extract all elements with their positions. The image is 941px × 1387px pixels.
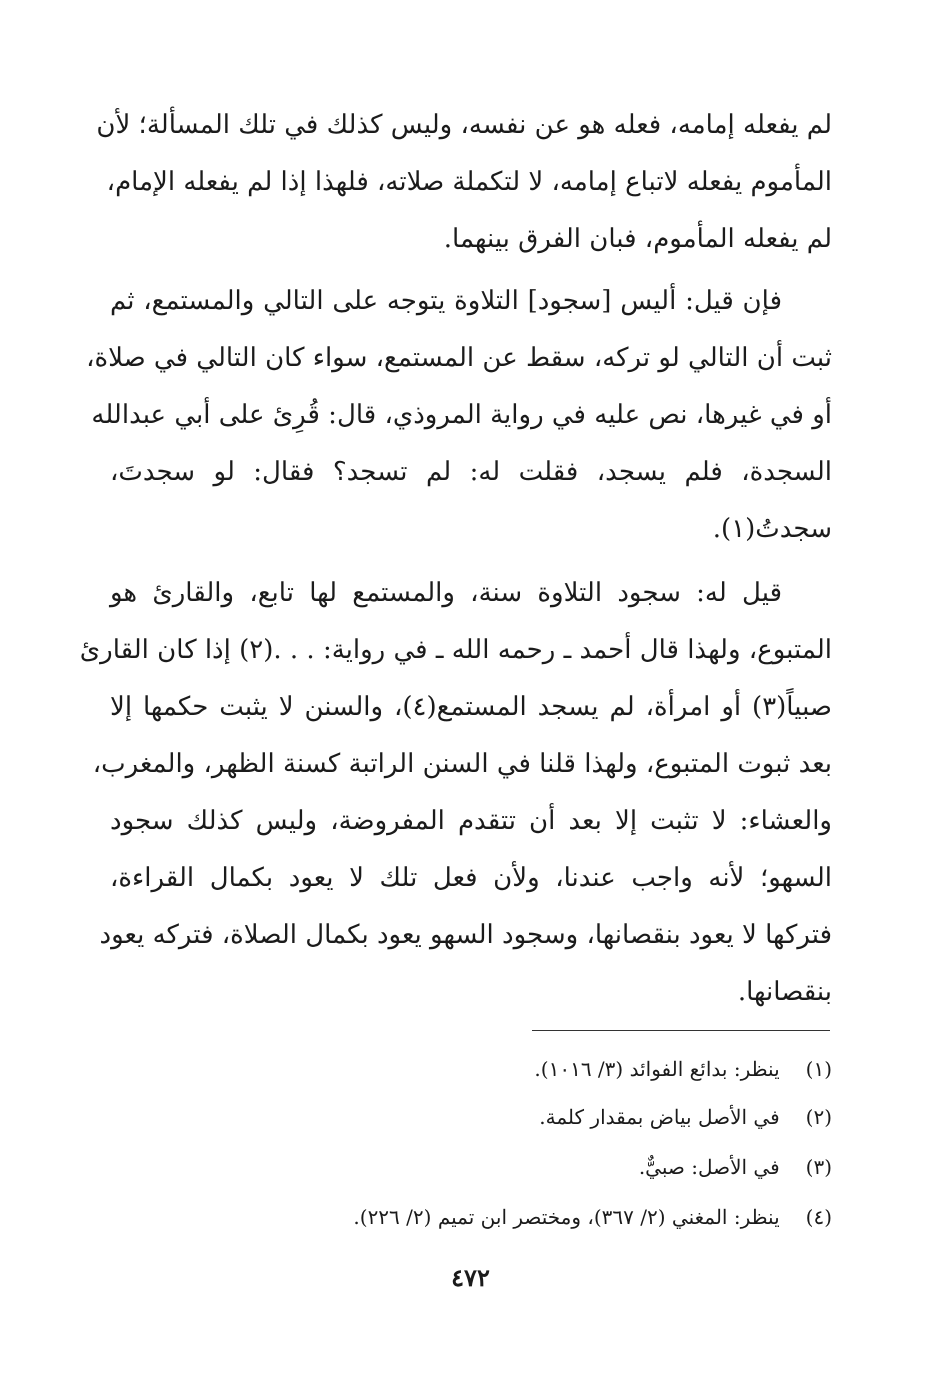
footnote	[110, 1200, 832, 1234]
text-line: المتبوع، ولهذا قال أحمد ـ رحمه الله ـ في رواية: . . .(٢) إذا كان القارئ	[79, 635, 832, 665]
text-line: بعد ثبوت المتبوع، ولهذا قلنا في السنن الراتبة كسنة الظهر، والمغرب،	[92, 749, 832, 779]
footnote-number: (١)	[805, 1057, 832, 1081]
text-line: ثبت أن التالي لو تركه، سقط عن المستمع، سواء كان التالي في صلاة،	[86, 343, 832, 373]
text-line: صبياً(٣) أو امرأة، لم يسجد المستمع(٤)، والسنن لا يثبت حكمها إلا	[110, 692, 832, 722]
footnote	[110, 1052, 832, 1086]
text-line: فإن قيل: أليس [سجود] التلاوة يتوجه على التالي والمستمع، ثم	[110, 286, 782, 316]
text-line: السجدة، فلم يسجد، فقلت له: لم تسجد؟ فقال: لو سجدتَ،	[110, 457, 832, 487]
footnote-text: ينظر: بدائع الفوائد (٣/ ١٠١٦).	[534, 1057, 780, 1081]
footnote	[110, 1150, 832, 1184]
text-line: المأموم يفعله لاتباع إمامه، لا لتكملة صلاته، فلهذا إذا لم يفعله الإمام،	[106, 167, 832, 197]
text-line: أو في غيرها، نص عليه في رواية المروذي، قال: قُرِئ على أبي عبدالله	[91, 400, 832, 430]
page-number: ٤٧٢	[451, 1263, 490, 1292]
text-line: بنقصانها.	[737, 977, 832, 1007]
footnote-text: في الأصل: صبيٌّ.	[638, 1155, 780, 1179]
footnote-number: (٣)	[805, 1155, 832, 1179]
text-line: قيل له: سجود التلاوة سنة، والمستمع لها تابع، والقارئ هو	[110, 578, 782, 608]
footnote	[110, 1100, 832, 1134]
footnote-text: في الأصل بياض بمقدار كلمة.	[539, 1105, 780, 1129]
footnote-divider	[532, 1030, 830, 1031]
text-line: والعشاء: لا تثبت إلا بعد أن تتقدم المفروضة، وليس كذلك سجود	[110, 806, 832, 836]
text-line: لم يفعله إمامه، فعله هو عن نفسه، وليس كذلك في تلك المسألة؛ لأن	[96, 110, 832, 140]
footnote-number: (٤)	[805, 1205, 832, 1229]
footnote-number: (٢)	[805, 1105, 832, 1129]
footnote-text: ينظر: المغني (٢/ ٣٦٧)، ومختصر ابن تميم (٢/ ٢٢٦).	[353, 1205, 780, 1229]
text-line: سجدتُ(١).	[712, 514, 832, 544]
text-line: السهو؛ لأنه واجب عندنا، ولأن فعل تلك لا يعود بكمال القراءة،	[110, 863, 832, 893]
text-line: فتركها لا يعود بنقصانها، وسجود السهو يعود بكمال الصلاة، فتركه يعود	[99, 920, 832, 950]
text-line: لم يفعله المأموم، فبان الفرق بينهما.	[443, 224, 832, 254]
